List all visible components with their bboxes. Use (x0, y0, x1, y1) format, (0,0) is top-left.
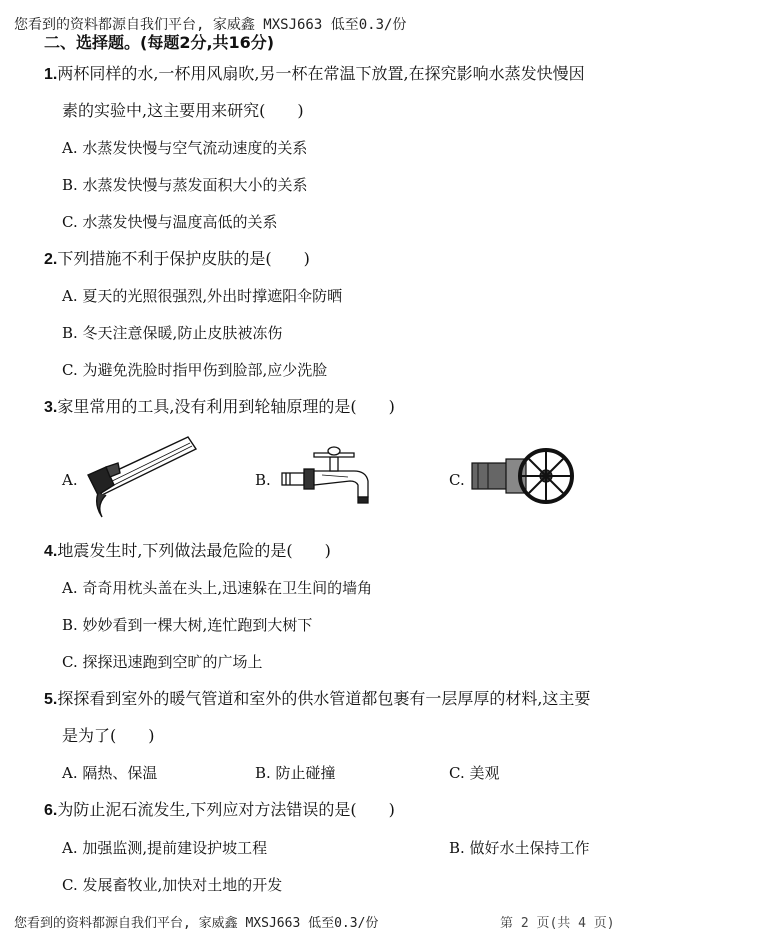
question-1-line2: 素的实验中,这主要用来研究( ) (62, 101, 304, 120)
question-text: 地震发生时,下列做法最危险的是( ) (57, 541, 331, 560)
watermark-top: 您看到的资料都源自我们平台, 家威鑫 MXSJ663 低至0.3/份 (14, 17, 407, 33)
option-1a: A. 水蒸发快慢与空气流动速度的关系 (62, 139, 308, 157)
option-1b: B. 水蒸发快慢与蒸发面积大小的关系 (62, 176, 308, 194)
question-5 (44, 689, 590, 710)
option-2c: C. 为避免洗脸时指甲伤到脸部,应少洗脸 (62, 361, 328, 379)
option-4b: B. 妙妙看到一棵大树,连忙跑到大树下 (62, 616, 313, 634)
faucet-image (278, 445, 388, 505)
option-5c: C. 美观 (449, 764, 500, 782)
question-number: 1. (44, 66, 58, 83)
question-text: 家里常用的工具,没有利用到轮轴原理的是( ) (57, 397, 395, 416)
option-5a: A. 隔热、保温 (62, 764, 158, 782)
option-3c-label: C. (449, 471, 465, 489)
question-3 (44, 397, 395, 418)
question-5-line2: 是为了( ) (62, 726, 155, 745)
option-3a-label: A. (62, 471, 78, 489)
question-number: 2. (44, 251, 58, 268)
question-text: 两杯同样的水,一杯用风扇吹,另一杯在常温下放置,在探究影响水蒸发快慢因 (57, 64, 585, 83)
option-4a: A. 奇奇用枕头盖在头上,迅速躲在卫生间的墙角 (62, 579, 373, 597)
option-2a: A. 夏天的光照很强烈,外出时撑遮阳伞防晒 (62, 287, 343, 305)
option-6b: B. 做好水土保持工作 (449, 839, 590, 857)
option-3b-label: B. (255, 471, 271, 489)
section-title: 二、选择题。(每题2分,共16分) (44, 33, 275, 52)
question-2 (44, 249, 310, 270)
question-text: 探探看到室外的暖气管道和室外的供水管道都包裹有一层厚厚的材料,这主要 (57, 689, 591, 708)
question-number: 5. (44, 691, 58, 708)
question-1 (44, 64, 585, 85)
question-number: 4. (44, 543, 58, 560)
option-2b: B. 冬天注意保暖,防止皮肤被冻伤 (62, 324, 283, 342)
question-4 (44, 541, 331, 562)
option-5b: B. 防止碰撞 (255, 764, 336, 782)
option-4c: C. 探探迅速跑到空旷的广场上 (62, 653, 263, 671)
option-6c: C. 发展畜牧业,加快对土地的开发 (62, 876, 283, 894)
question-number: 6. (44, 802, 58, 819)
question-6 (44, 800, 395, 821)
question-text: 下列措施不利于保护皮肤的是( ) (57, 249, 310, 268)
question-text: 为防止泥石流发生,下列应对方法错误的是( ) (57, 800, 395, 819)
page-number: 第 2 页(共 4 页) (500, 916, 615, 931)
footer-watermark: 您看到的资料都源自我们平台, 家威鑫 MXSJ663 低至0.3/份 (14, 916, 379, 931)
hammer-image (84, 433, 204, 521)
option-6a: A. 加强监测,提前建设护坡工程 (62, 839, 268, 857)
option-1c: C. 水蒸发快慢与温度高低的关系 (62, 213, 278, 231)
valve-wheel-image (470, 445, 580, 507)
question-number: 3. (44, 399, 58, 416)
